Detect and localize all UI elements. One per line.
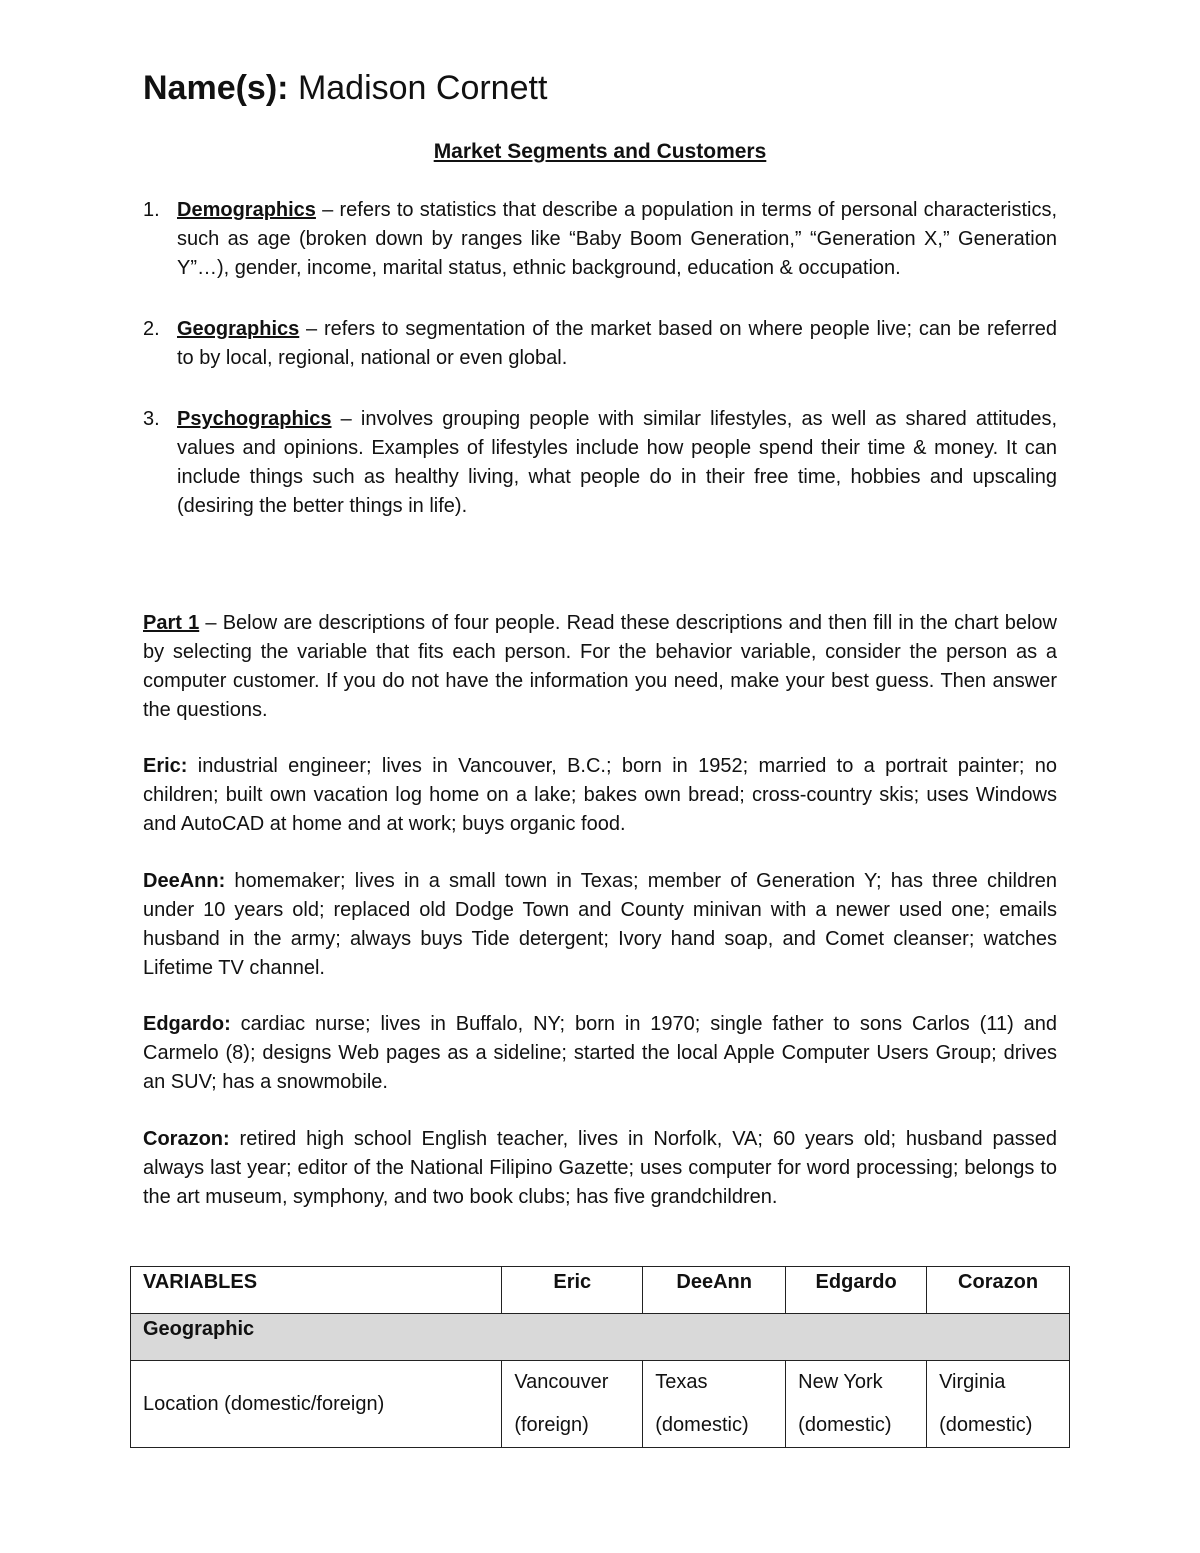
person-text: homemaker; lives in a small town in Texas; member of Generation Y; has three children under 10 years old; replaced old Dodge Town and County minivan with a newer used one; emails husband in the army; always buys Tide detergent; Ivory hand soap, and Comet cleanser; watches Lifetime TV channel. (143, 870, 1057, 979)
definition-term: Psychographics (177, 408, 332, 430)
definition-term: Demographics (177, 199, 316, 221)
definition-number: 3. (143, 408, 160, 430)
table-cell[interactable] (786, 1361, 927, 1448)
person-description (143, 1010, 1057, 1097)
definition-text: – refers to statistics that describe a population in terms of personal characteristics, such as age (broken down by ranges like “Baby Boom Generation,” “Generation X,” Generation Y”…), gender, income, marital status, ethnic background, education & occupation. (177, 199, 1057, 279)
cell-line: Texas (655, 1371, 708, 1393)
name-line (143, 66, 547, 110)
cell-line: (foreign) (514, 1414, 589, 1436)
definition-item (143, 315, 1057, 373)
part1-label: Part 1 (143, 612, 200, 634)
definition-list (143, 196, 1057, 553)
definition-number: 2. (143, 318, 160, 340)
person-text: cardiac nurse; lives in Buffalo, NY; born in 1970; single father to sons Carlos (11) and Carmelo (8); designs Web pages as a sideline; started the local Apple Computer Users Group; drives an SUV; has a snowmobile. (143, 1013, 1057, 1093)
person-description (143, 1125, 1057, 1212)
person-description (143, 752, 1057, 839)
definition-text: – refers to segmentation of the market based on where people live; can be referred to by local, regional, national or even global. (177, 318, 1057, 369)
cell-line: (domestic) (655, 1414, 749, 1436)
definition-body (177, 405, 1057, 521)
cell-line: New York (798, 1371, 883, 1393)
definition-number: 1. (143, 199, 160, 221)
person-text: retired high school English teacher, lives in Norfolk, VA; 60 years old; husband passed always last year; editor of the National Filipino Gazette; uses computer for word processing; belongs to the art museum, symphony, and two book clubs; has five grandchildren. (143, 1128, 1057, 1208)
table-header-cell: DeeAnn (643, 1267, 786, 1314)
definition-item (143, 196, 1057, 283)
table-section-label: Geographic (131, 1314, 1070, 1361)
cell-line: Virginia (939, 1371, 1006, 1393)
person-name: DeeAnn: (143, 870, 226, 892)
table-row-label: Location (domestic/foreign) (131, 1361, 502, 1448)
table-header-cell: Corazon (927, 1267, 1070, 1314)
name-label: Name(s): (143, 69, 289, 107)
part1-instructions (143, 609, 1057, 725)
person-name: Corazon: (143, 1128, 230, 1150)
table-row (131, 1361, 1070, 1448)
table-header-cell: Edgardo (786, 1267, 927, 1314)
definition-term: Geographics (177, 318, 300, 340)
table-header-cell: VARIABLES (131, 1267, 502, 1314)
table-section-row (131, 1314, 1070, 1361)
cell-line: Vancouver (514, 1371, 609, 1393)
definition-text: – involves grouping people with similar lifestyles, as well as shared attitudes, values and opinions. Examples of lifestyles include how people spend their time & money. It can include things such as healthy living, what people do in their free time, hobbies and upscaling (desiring the better things in life). (177, 408, 1057, 517)
definition-item (143, 405, 1057, 521)
student-name: Madison Cornett (297, 69, 548, 107)
cell-line: (domestic) (939, 1414, 1033, 1436)
person-name: Edgardo: (143, 1013, 231, 1035)
page-title: Market Segments and Customers (433, 140, 767, 163)
person-name: Eric: (143, 755, 188, 777)
variables-table (130, 1266, 1070, 1448)
table-header-cell: Eric (502, 1267, 643, 1314)
person-text: industrial engineer; lives in Vancouver, B.C.; born in 1952; married to a portrait painter; no children; built own vacation log home on a lake; bakes own bread; cross-country skis; uses Windows and AutoCAD at home and at work; buys organic food. (143, 755, 1057, 835)
table-cell[interactable] (502, 1361, 643, 1448)
person-description (143, 867, 1057, 983)
part1-text: – Below are descriptions of four people. Read these descriptions and then fill in the chart below by selecting the variable that fits each person. For the behavior variable, consider the person as a computer customer. If you do not have the information you need, make your best guess. Then answer the questions. (143, 612, 1057, 721)
table-cell[interactable] (927, 1361, 1070, 1448)
definition-body (177, 315, 1057, 373)
cell-line: (domestic) (798, 1414, 892, 1436)
definition-body (177, 196, 1057, 283)
table-header-row (131, 1267, 1070, 1314)
table-cell[interactable] (643, 1361, 786, 1448)
